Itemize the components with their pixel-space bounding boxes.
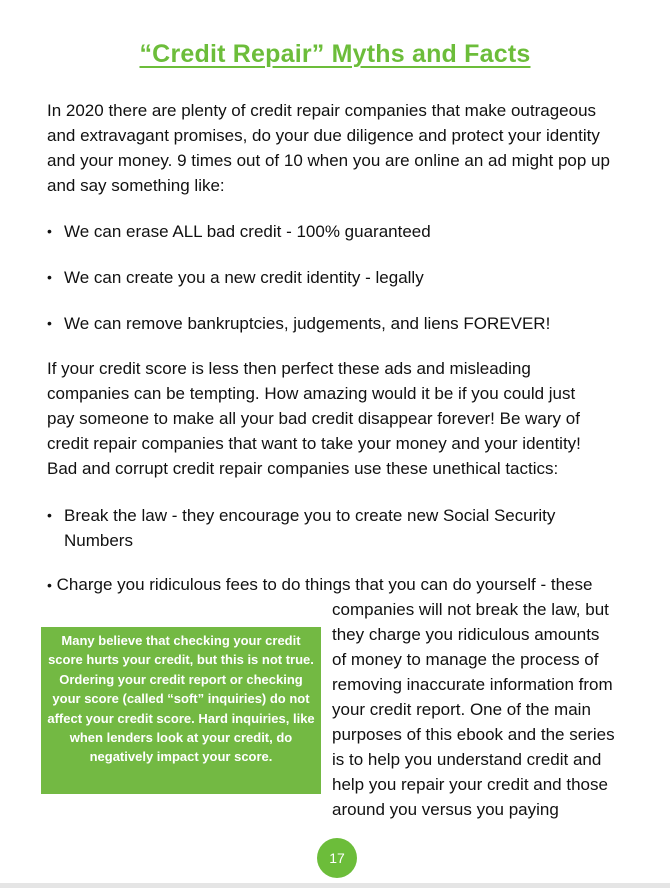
list-item: • We can erase ALL bad credit - 100% guaranteed	[47, 219, 637, 244]
page-bottom-divider	[0, 883, 670, 888]
text-line: and say something like:	[47, 176, 225, 195]
bullet-icon: •	[47, 577, 52, 593]
text-line: companies can be tempting. How amazing would it be if you could just	[47, 384, 576, 403]
credit-check-callout	[41, 627, 321, 794]
intro-paragraph	[47, 98, 637, 198]
text-line: help you repair your credit and those	[332, 775, 608, 794]
tactic-2-first-line	[47, 572, 637, 598]
list-item: • We can create you a new credit identity - legally	[47, 265, 637, 290]
text-line: your credit report. One of the main	[332, 700, 591, 719]
text-line: and extravagant promises, do your due diligence and protect your identity	[47, 126, 600, 145]
list-item	[47, 503, 637, 553]
text-line: purposes of this ebook and the series	[332, 725, 615, 744]
callout-line: score hurts your credit, but this is not true.	[48, 652, 314, 668]
promises-list	[47, 311, 637, 336]
callout-line: Ordering your credit report or checking	[59, 671, 303, 687]
text-line: If your credit score is less then perfect these ads and misleading	[47, 359, 531, 378]
text-line: Numbers	[64, 531, 133, 550]
bullet-icon: •	[47, 269, 52, 285]
text-line: companies will not break the law, but	[332, 600, 609, 619]
text-line: Break the law - they encourage you to create new Social Security	[64, 506, 556, 525]
tactics-list	[47, 503, 637, 553]
callout-line: affect your credit score. Hard inquiries, like	[47, 710, 315, 726]
tactic-2-wrapped-text	[332, 597, 637, 822]
promises-list	[47, 265, 637, 290]
page-number-badge: 17	[317, 838, 357, 878]
text-line: pay someone to make all your bad credit disappear forever! Be wary of	[47, 409, 580, 428]
bullet-icon: •	[47, 507, 52, 523]
text-line: of money to manage the process of	[332, 650, 599, 669]
text-line: and your money. 9 times out of 10 when you are online an ad might pop up	[47, 151, 610, 170]
text-line: removing inaccurate information from	[332, 675, 613, 694]
promises-list	[47, 219, 637, 244]
warning-paragraph	[47, 356, 637, 481]
callout-line: Many believe that checking your credit	[61, 633, 301, 648]
text-line: Bad and corrupt credit repair companies use these unethical tactics:	[47, 459, 559, 478]
bullet-icon: •	[47, 315, 52, 331]
text-line: around you versus you paying	[332, 800, 559, 819]
text-line: they charge you ridiculous amounts	[332, 625, 600, 644]
callout-line: your score (called “soft” inquiries) do not	[52, 691, 310, 707]
page-title: “Credit Repair” Myths and Facts	[139, 40, 531, 68]
callout-line: negatively impact your score.	[89, 749, 273, 765]
callout-line: when lenders look at your credit, do	[69, 730, 293, 746]
text-line: In 2020 there are plenty of credit repair companies that make outrageous	[47, 101, 597, 120]
text-line: is to help you understand credit and	[332, 750, 602, 769]
text-line: credit repair companies that want to take your money and your identity!	[47, 434, 581, 453]
list-item: • We can remove bankruptcies, judgements, and liens FOREVER!	[47, 311, 637, 336]
text-line: Charge you ridiculous fees to do things that you can do yourself - these	[56, 575, 593, 594]
bullet-icon: •	[47, 223, 52, 239]
